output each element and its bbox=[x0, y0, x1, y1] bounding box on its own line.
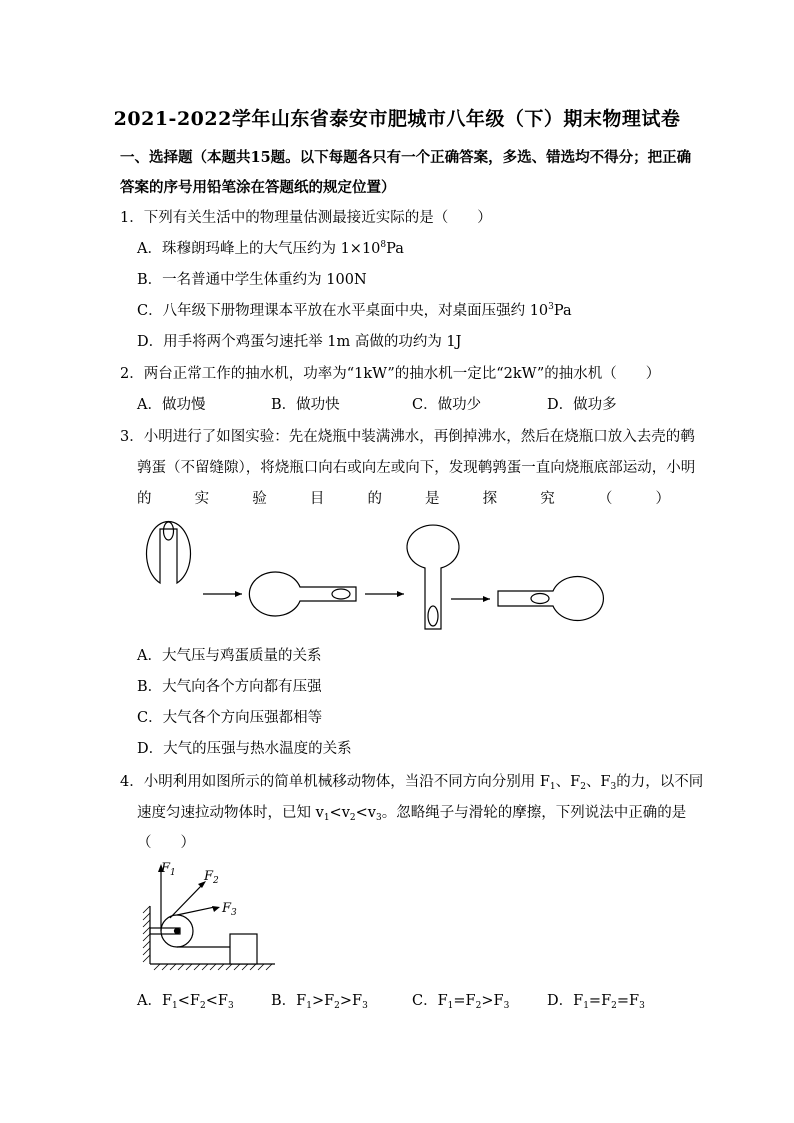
q2-option-d[interactable]: D．做功多 bbox=[547, 397, 617, 413]
q4-stem-text: 4．小明利用如图所示的简单机械移动物体，当沿不同方向分别用 F bbox=[120, 774, 550, 790]
opt-text: >F bbox=[481, 993, 504, 1009]
opt-text: =F bbox=[453, 993, 476, 1009]
subscript: 2 bbox=[200, 1001, 206, 1011]
q3-stem-line1: 3．小明进行了如图实验：先在烧瓶中装满沸水，再倒掉沸水，然后在烧瓶口放入去壳的鹌 bbox=[120, 429, 695, 445]
q3-char: 是 bbox=[425, 491, 440, 507]
force-f3-line bbox=[177, 907, 213, 915]
subscript: 3 bbox=[639, 1001, 645, 1011]
q3-option-a[interactable]: A．大气压与鸡蛋质量的关系 bbox=[137, 648, 322, 664]
subscript: 3 bbox=[375, 813, 382, 823]
q4-stem-text: 、F bbox=[585, 774, 611, 790]
subscript: 1 bbox=[306, 1001, 312, 1011]
flask-down bbox=[407, 525, 459, 629]
subscript: 2 bbox=[475, 1001, 482, 1011]
q3-char: （ bbox=[597, 491, 613, 507]
q1-a-unit: Pa bbox=[386, 241, 404, 257]
opt-text: D．F bbox=[547, 993, 584, 1009]
q4-stem-line3: （ ） bbox=[137, 835, 195, 851]
q4-stem-text: 的力，以不同 bbox=[616, 774, 704, 790]
q1-option-b[interactable]: B．一名普通中学生体重约为 100N bbox=[137, 272, 367, 288]
q3-char: 实 bbox=[194, 491, 210, 507]
pulley-axle bbox=[175, 929, 180, 934]
q4-option-b[interactable] bbox=[271, 989, 368, 1010]
opt-text: A．F bbox=[137, 993, 173, 1009]
q3-stem-line3 bbox=[137, 487, 670, 508]
q3-char: 验 bbox=[252, 491, 267, 507]
q4-stem-text: <v bbox=[329, 805, 350, 821]
subscript: 3 bbox=[362, 1001, 368, 1011]
q1-c-text: C．八年级下册物理课本平放在水平桌面中央，对桌面压强约 10 bbox=[137, 303, 549, 319]
opt-text: >F bbox=[339, 993, 363, 1009]
opt-text: =F bbox=[588, 993, 612, 1009]
q1-c-exponent: 3 bbox=[548, 302, 554, 312]
q4-stem-line2 bbox=[137, 801, 686, 822]
q4-stem-text: <v bbox=[355, 805, 376, 821]
q3-flask-figure bbox=[0, 515, 794, 635]
opt-text: B．F bbox=[271, 993, 307, 1009]
label-f1: $F_1$ bbox=[161, 861, 176, 878]
q2-option-b[interactable]: B．做功快 bbox=[271, 397, 340, 413]
q3-char: 探 bbox=[482, 491, 498, 507]
flask-upright bbox=[147, 521, 191, 627]
opt-text: C．F bbox=[412, 993, 448, 1009]
subscript: 2 bbox=[349, 813, 356, 823]
subscript: 2 bbox=[611, 1001, 617, 1011]
label-f2: $F_2$ bbox=[204, 869, 219, 886]
q3-option-d[interactable]: D．大气的压强与热水温度的关系 bbox=[137, 741, 352, 757]
q1-a-exponent: 8 bbox=[380, 240, 387, 250]
subscript: 1 bbox=[323, 813, 330, 823]
subscript: 2 bbox=[580, 782, 586, 792]
subscript: 1 bbox=[583, 1001, 589, 1011]
q4-stem-line1 bbox=[120, 770, 703, 791]
opt-text: =F bbox=[616, 993, 640, 1009]
subscript: 2 bbox=[334, 1001, 340, 1011]
q3-option-c[interactable]: C．大气各个方向压强都相等 bbox=[137, 710, 323, 726]
flask-left bbox=[498, 577, 603, 621]
q4-option-c[interactable] bbox=[412, 989, 509, 1010]
opt-text: <F bbox=[177, 993, 200, 1009]
subscript: 3 bbox=[503, 1001, 510, 1011]
section-heading-line2: 答案的序号用铅笔涂在答题纸的规定位置） bbox=[120, 179, 396, 196]
opt-text: <F bbox=[205, 993, 228, 1009]
q4-stem-text: 、F bbox=[555, 774, 581, 790]
q3-option-b[interactable]: B．大气向各个方向都有压强 bbox=[137, 679, 322, 695]
q4-option-a[interactable] bbox=[137, 989, 234, 1010]
q1-option-d[interactable]: D．用手将两个鸡蛋匀速托举 1m 高做的功约为 1J bbox=[137, 334, 462, 350]
q2-option-a[interactable]: A．做功慢 bbox=[137, 397, 206, 413]
q1-c-unit: Pa bbox=[553, 303, 572, 319]
subscript: 1 bbox=[447, 1001, 454, 1011]
q4-option-d[interactable] bbox=[547, 989, 645, 1010]
block bbox=[230, 934, 257, 964]
q3-char: 目 bbox=[309, 491, 325, 507]
q1-option-a[interactable] bbox=[137, 237, 404, 258]
q3-stem-line2: 鹑蛋（不留缝隙），将烧瓶口向右或向左或向下，发现鹌鹑蛋一直向烧瓶底部运动，小明 bbox=[137, 460, 696, 476]
q3-char: 究 bbox=[540, 491, 555, 507]
flask-right bbox=[249, 572, 356, 616]
q2-option-c[interactable]: C．做功少 bbox=[412, 397, 482, 413]
force-f3-arrowhead bbox=[212, 906, 220, 912]
q1-a-text: A．珠穆朗玛峰上的大气压约为 1×10 bbox=[137, 241, 381, 257]
q1-option-c[interactable] bbox=[137, 299, 572, 320]
section-heading-line1: 一、选择题（本题共15题。以下每题各只有一个正确答案，多选、错选均不得分；把正确 bbox=[120, 149, 692, 166]
subscript: 1 bbox=[172, 1001, 178, 1011]
q1-stem: 1．下列有关生活中的物理量估测最接近实际的是（ ） bbox=[120, 210, 492, 226]
q4-stem-text: 。忽略绳子与滑轮的摩擦，下列说法中正确的是 bbox=[381, 805, 687, 821]
exam-title: 2021-2022学年山东省泰安市肥城市八年级（下）期末物理试卷 bbox=[113, 108, 681, 130]
q2-stem: 2．两台正常工作的抽水机，功率为“1kW”的抽水机一定比“2kW”的抽水机（ ） bbox=[120, 366, 661, 382]
opt-text: >F bbox=[311, 993, 335, 1009]
q3-char: ） bbox=[655, 491, 670, 507]
q4-pulley-figure bbox=[140, 858, 300, 978]
subscript: 3 bbox=[227, 1001, 234, 1011]
subscript: 1 bbox=[549, 782, 556, 792]
q3-char: 的 bbox=[137, 491, 152, 507]
label-f3: $F_3$ bbox=[222, 901, 237, 918]
subscript: 3 bbox=[610, 782, 617, 792]
q4-stem-text: 速度匀速拉动物体时，已知 v bbox=[137, 805, 324, 821]
q3-char: 的 bbox=[367, 491, 382, 507]
